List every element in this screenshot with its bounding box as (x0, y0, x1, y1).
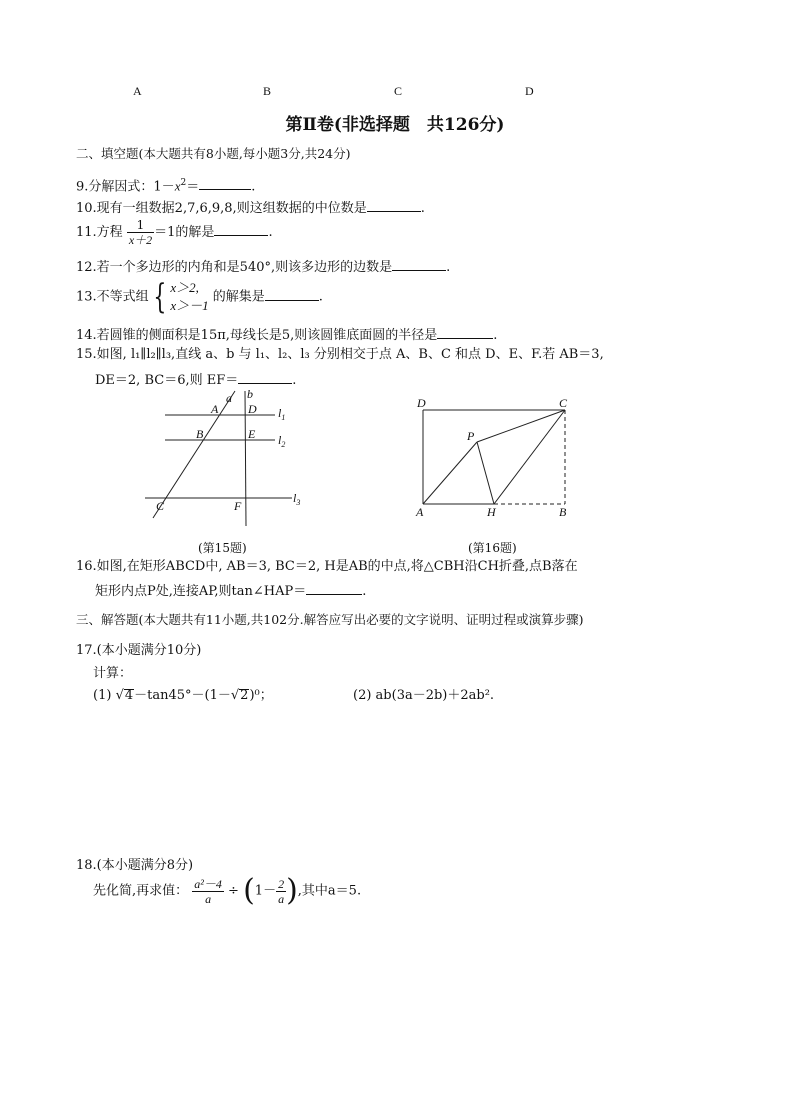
q12-text: 12.若一个多边形的内角和是540°,则该多边形的边数是 (76, 260, 393, 275)
q15-text: DE＝2, BC＝6,则 EF＝ (95, 373, 239, 388)
answer-blank[interactable] (238, 371, 292, 384)
q18-num2: 2 (278, 876, 285, 891)
label-A: A (211, 402, 219, 416)
label-b: b (247, 388, 253, 401)
question-15-line2: DE＝2, BC＝6,则 EF＝ . (95, 373, 297, 388)
q18-den2: a (278, 891, 285, 906)
q11-text: 11.方程 (76, 225, 123, 240)
left-brace: { (153, 277, 166, 317)
q11-denominator: x＋2 (128, 233, 153, 247)
question-9: 9.分解因式：$1-x^2=$ . (76, 178, 256, 195)
figure-16-caption: (第16题) (468, 541, 517, 555)
label-C: C (156, 499, 165, 513)
q17-radicand-2: 2 (240, 688, 249, 703)
q10-text: 10.现有一组数据2,7,6,9,8,则这组数据的中位数是 (76, 201, 367, 216)
q18-heading: 18.(本小题满分8分) (76, 858, 194, 873)
q13-row1: x＞2, (170, 280, 199, 295)
answer-blank[interactable] (437, 326, 493, 339)
line-a (153, 391, 235, 518)
q18-expression (93, 873, 362, 908)
label-P: P (467, 429, 475, 443)
answer-blank[interactable] (214, 223, 268, 236)
q17-part2: (2) ab(3a－2b)＋2ab². (353, 688, 495, 703)
q18-num1: a²－4 (194, 876, 222, 891)
q17-middle: －tan45°－(1－ (134, 688, 231, 703)
q13-text: 13.不等式组 (76, 289, 149, 305)
question-13: 13.不等式组 { x＞2, x＞－1 的解集是 . (76, 277, 323, 317)
q9-var: x (174, 178, 181, 194)
segment-hc (494, 410, 565, 504)
question-15-line1: 15.如图, l₁∥l₂∥l₃,直线 a、b 与 l₁、l₂、l₃ 分别相交于点 A、B、C 和点 D、E、F.若 AB＝3, (76, 347, 604, 362)
figure-15-caption: (第15题) (198, 541, 247, 555)
part-title: 第Ⅱ卷(非选择题 共126分) (285, 115, 505, 135)
q16-text: 矩形内点P处,连接AP,则tan∠HAP＝ (95, 584, 307, 599)
label-F: F (234, 499, 242, 513)
label-H: H (487, 505, 496, 519)
q13-row2: x＞－1 (170, 298, 209, 313)
q17-post: )⁰； (249, 688, 273, 703)
q9-eq: ＝ (186, 179, 200, 195)
question-16-line2: 矩形内点P处,连接AP,则tan∠HAP＝ . (95, 584, 367, 599)
question-16-line1: 16.如图,在矩形ABCD中, AB＝3, BC＝2, H是AB的中点,将△CBH沿CH折叠,点B落在 (76, 559, 578, 574)
answer-blank[interactable] (306, 582, 362, 595)
label-l3: $l_3$ (293, 491, 301, 507)
q18-fraction-2 (276, 877, 286, 906)
q17-part1 (93, 687, 273, 705)
section2-heading: 二、填空题(本大题共有8小题,每小题3分,共24分) (76, 146, 351, 161)
q14-text: 14.若圆锥的侧面积是15π,母线长是5,则该圆锥底面圆的半径是 (76, 328, 438, 343)
q17-heading: 17.(本小题满分10分) (76, 643, 202, 658)
label-B: B (196, 427, 204, 441)
option-c: C (394, 84, 403, 98)
q18-fraction-1 (192, 877, 224, 906)
q11-numerator: 1 (127, 218, 154, 233)
label-C: C (559, 396, 568, 410)
sqrt-sign: √ (115, 688, 124, 703)
question-10: 10.现有一组数据2,7,6,9,8,则这组数据的中位数是 . (76, 201, 425, 216)
q18-div: ÷ (228, 883, 239, 899)
question-14: 14.若圆锥的侧面积是15π,母线长是5,则该圆锥底面圆的半径是 . (76, 328, 498, 343)
option-b: B (263, 84, 272, 98)
segment-ph (477, 442, 494, 504)
q9-text: 9.分解因式：1－ (76, 179, 175, 195)
answer-blank[interactable] (265, 288, 319, 301)
label-E: E (248, 427, 256, 441)
label-a: a (226, 391, 232, 405)
segment-pc (477, 410, 565, 442)
option-a: A (133, 84, 142, 98)
q13-post: 的解集是 (212, 289, 265, 305)
answer-blank[interactable] (367, 199, 421, 212)
q9-exp: 2 (180, 178, 187, 188)
section3-heading: 三、解答题(本大题共有11小题,共102分.解答应写出必要的文字说明、证明过程或演算步骤) (76, 612, 584, 627)
segment-ap (423, 442, 477, 504)
inequality-system (170, 279, 208, 315)
q18-post: ,其中a＝5. (297, 883, 362, 899)
q18-text: 先化简,再求值： (93, 883, 189, 899)
label-D: D (417, 396, 426, 410)
figure-16 (410, 394, 575, 524)
label-l1: $l_1$ (278, 406, 286, 422)
figure-15 (140, 388, 320, 528)
sqrt-sign: √ (230, 688, 240, 703)
label-D: D (248, 402, 257, 416)
paren-right: ) (286, 873, 298, 908)
answer-blank[interactable] (392, 258, 446, 271)
paren-left: ( (243, 873, 255, 908)
q11-eq: ＝1的解是 (154, 225, 215, 240)
line-b (245, 391, 246, 526)
option-d: D (525, 84, 534, 98)
label-A: A (416, 505, 424, 519)
q17-part1-label: (1) (93, 688, 112, 703)
q18-den1: a (205, 891, 212, 906)
question-12: 12.若一个多边形的内角和是540°,则该多边形的边数是 . (76, 260, 451, 275)
q18-one: 1－ (254, 883, 277, 899)
q17-calc-label: 计算： (93, 666, 133, 681)
question-11: 11.方程 $\frac{1}{x+2}$ ＝1的解是 . (76, 218, 273, 247)
label-B: B (559, 505, 567, 519)
q11-fraction (127, 218, 154, 247)
q17-radicand-1: 4 (124, 688, 134, 703)
label-l2: $l_2$ (278, 433, 286, 449)
answer-blank[interactable] (199, 177, 251, 190)
